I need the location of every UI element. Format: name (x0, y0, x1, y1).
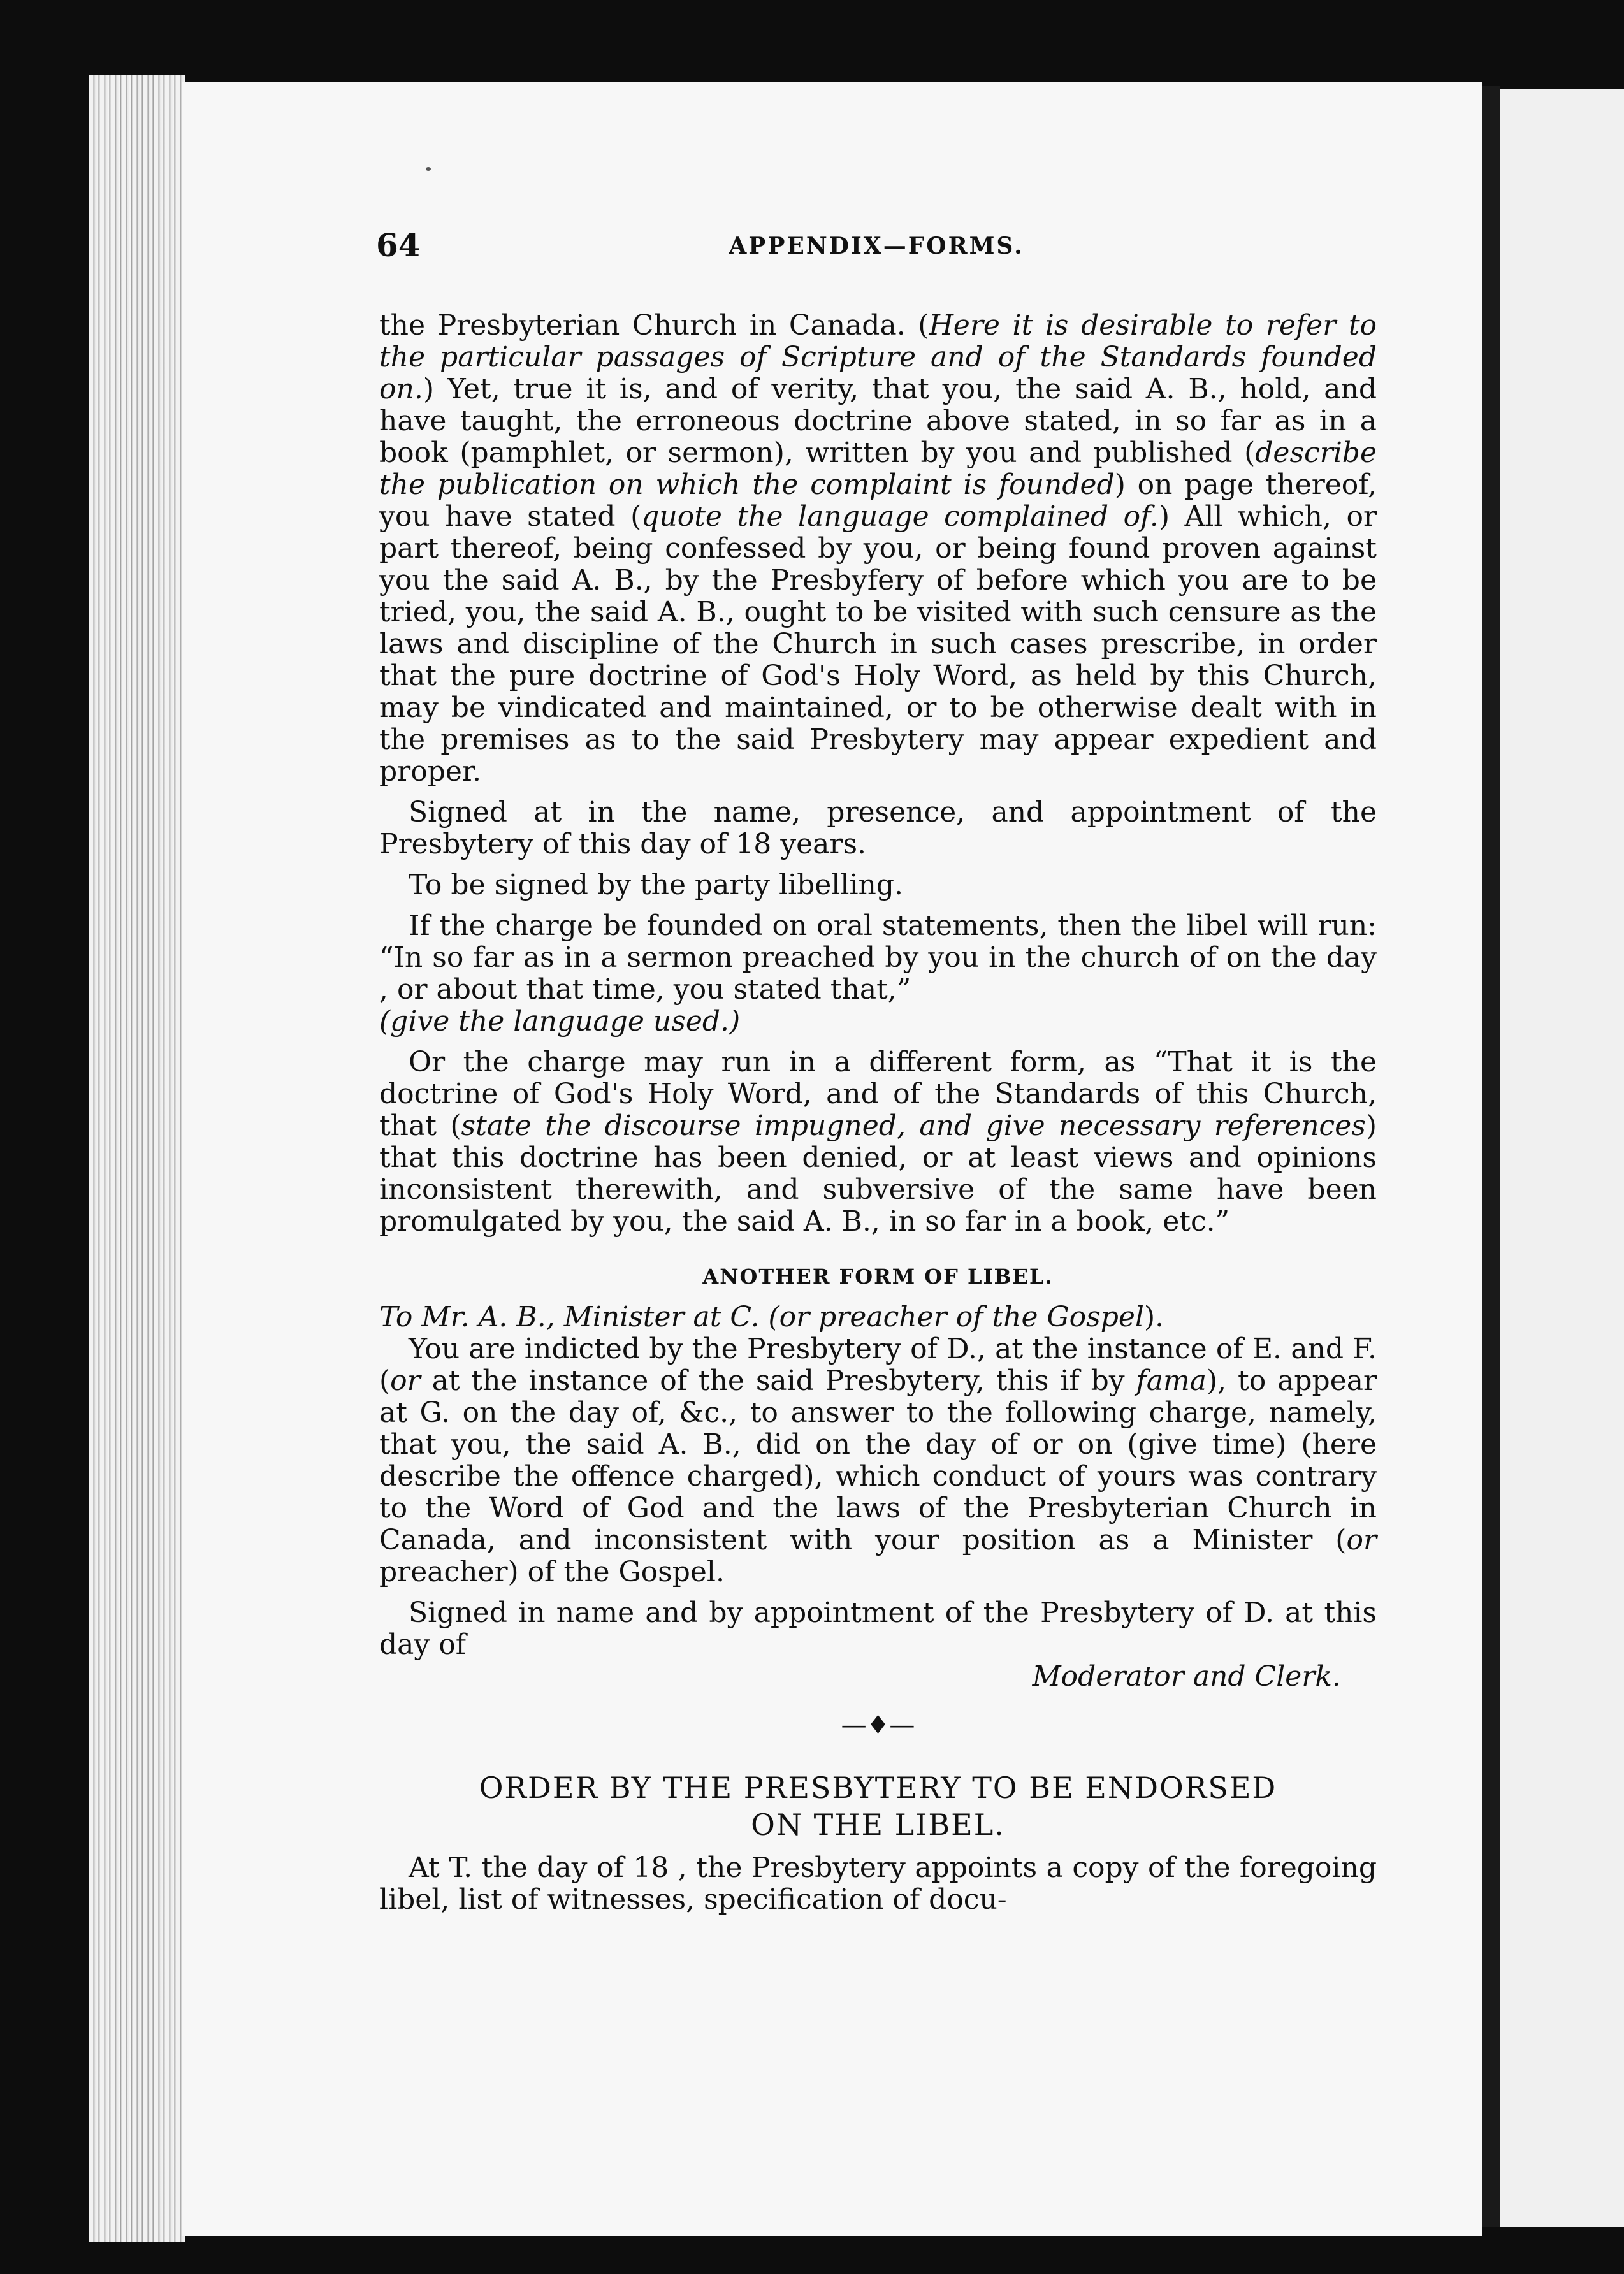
paragraph-signed-in-name: Signed in name and by appointment of the Presbytery of D. at this day of (379, 1597, 1377, 1661)
italic-run: fama (1136, 1365, 1207, 1397)
italic-run: describe the publication on which the complaint is founded (379, 437, 1377, 501)
paragraph-libel-continuation (379, 310, 1377, 788)
signatories: Moderator and Clerk. (1032, 1660, 1341, 1693)
text-run: ), to appear at G. on the day of, &c., to answer to the following charge, namely, that you, the said A. B., did on the day of or on (give time) (here describe the offence charged), which conduct of yours was contrary to the Word of God and the laws of the Presbyterian Church in Canada, and inconsistent with your position as a Minister ( (379, 1365, 1377, 1556)
text-run: the Presbyterian Church in Canada. ( (379, 309, 929, 342)
text-run: preacher) of the Gospel. (379, 1556, 725, 1588)
paragraph-indictment (379, 1333, 1377, 1588)
paragraph-different-form (379, 1046, 1377, 1238)
section-title-line-1: ORDER BY THE PRESBYTERY TO BE ENDORSED (479, 1771, 1277, 1805)
facing-page-edge (1500, 89, 1624, 2227)
running-title: APPENDIX—FORMS. (729, 233, 1024, 259)
text-run: ) that this doctrine has been denied, or at least views and opinions inconsistent therewith, and subversive of the same have been promulgated by you, the said A. B., in so far in a book, etc.” (379, 1110, 1377, 1238)
body-text (379, 310, 1377, 1916)
italic-run: state the discourse impugned, and give necessary references (461, 1110, 1366, 1142)
italic-run: Here it is desirable to refer to the particular passages of Scripture and of the Standards founded on. (379, 309, 1377, 405)
text-run: You are indicted by the Presbytery of D., at the instance of E. and F. ( (379, 1333, 1377, 1397)
page-edges (89, 75, 185, 2242)
paragraph-order: At T. the day of 18 , the Presbytery appoints a copy of the foregoing libel, list of witnesses, specification of docu- (379, 1851, 1377, 1916)
heading-another-form: ANOTHER FORM OF LIBEL. (702, 1264, 1054, 1289)
page-number: 64 (376, 226, 421, 264)
text-run: Or the charge may run in a different form, as “That it is the doctrine of God's Holy Word, and of the Standards of this Church, that ( (379, 1046, 1377, 1142)
paragraph-signed-at: Signed at in the name, presence, and appointment of the Presbytery of this day of 18 years. (379, 796, 1377, 860)
italic-run: or preacher of the Gospel (779, 1301, 1144, 1333)
paragraph-oral-statements: If the charge be founded on oral statements, then the libel will run: “In so far as in a sermon preached by you in the church of on the day , or about that time, you stated that,” (379, 909, 1377, 1006)
italic-run: or (390, 1365, 421, 1397)
paragraph-signed-by-party: To be signed by the party libelling. (409, 869, 904, 901)
text-run: at the instance of the said Presbytery, this if by (420, 1365, 1136, 1397)
text-run: ). (1144, 1301, 1164, 1333)
text-run: ) Yet, true it is, and of verity, that you, the said A. B., hold, and have taught, the erroneous doctrine above stated, in so far as in a book (pamphlet, or sermon), written by you and published ( (379, 373, 1377, 469)
italic-run: To Mr. A. B., Minister at C. ( (379, 1301, 779, 1333)
divider-ornament: —♦— (841, 1711, 915, 1740)
text-run: ) All which, or part thereof, being confessed by you, or being found proven against you the said A. B., by the Presbyfery of before which you are to be tried, you, the said A. B., ought to be visited with such censure as the laws and discipline of the Church in such cases prescribe, in order that the pure doctrine of God's Holy Word, as held by this Church, may be vindicated and maintained, or to be otherwise dealt with in the premises as to the said Presbytery may appear expedient and proper. (379, 500, 1377, 788)
page-header (376, 226, 1377, 277)
section-title-line-2: ON THE LIBEL. (751, 1807, 1005, 1842)
book-gutter (1482, 86, 1500, 2227)
italic-run: quote the language complained of. (641, 500, 1159, 533)
italic-run: or (1346, 1524, 1377, 1556)
addressee-line (379, 1301, 1377, 1333)
note-give-language: (give the language used.) (379, 1005, 741, 1038)
text-run: ) on page thereof, you have stated ( (379, 468, 1377, 533)
ink-speck (426, 167, 431, 171)
